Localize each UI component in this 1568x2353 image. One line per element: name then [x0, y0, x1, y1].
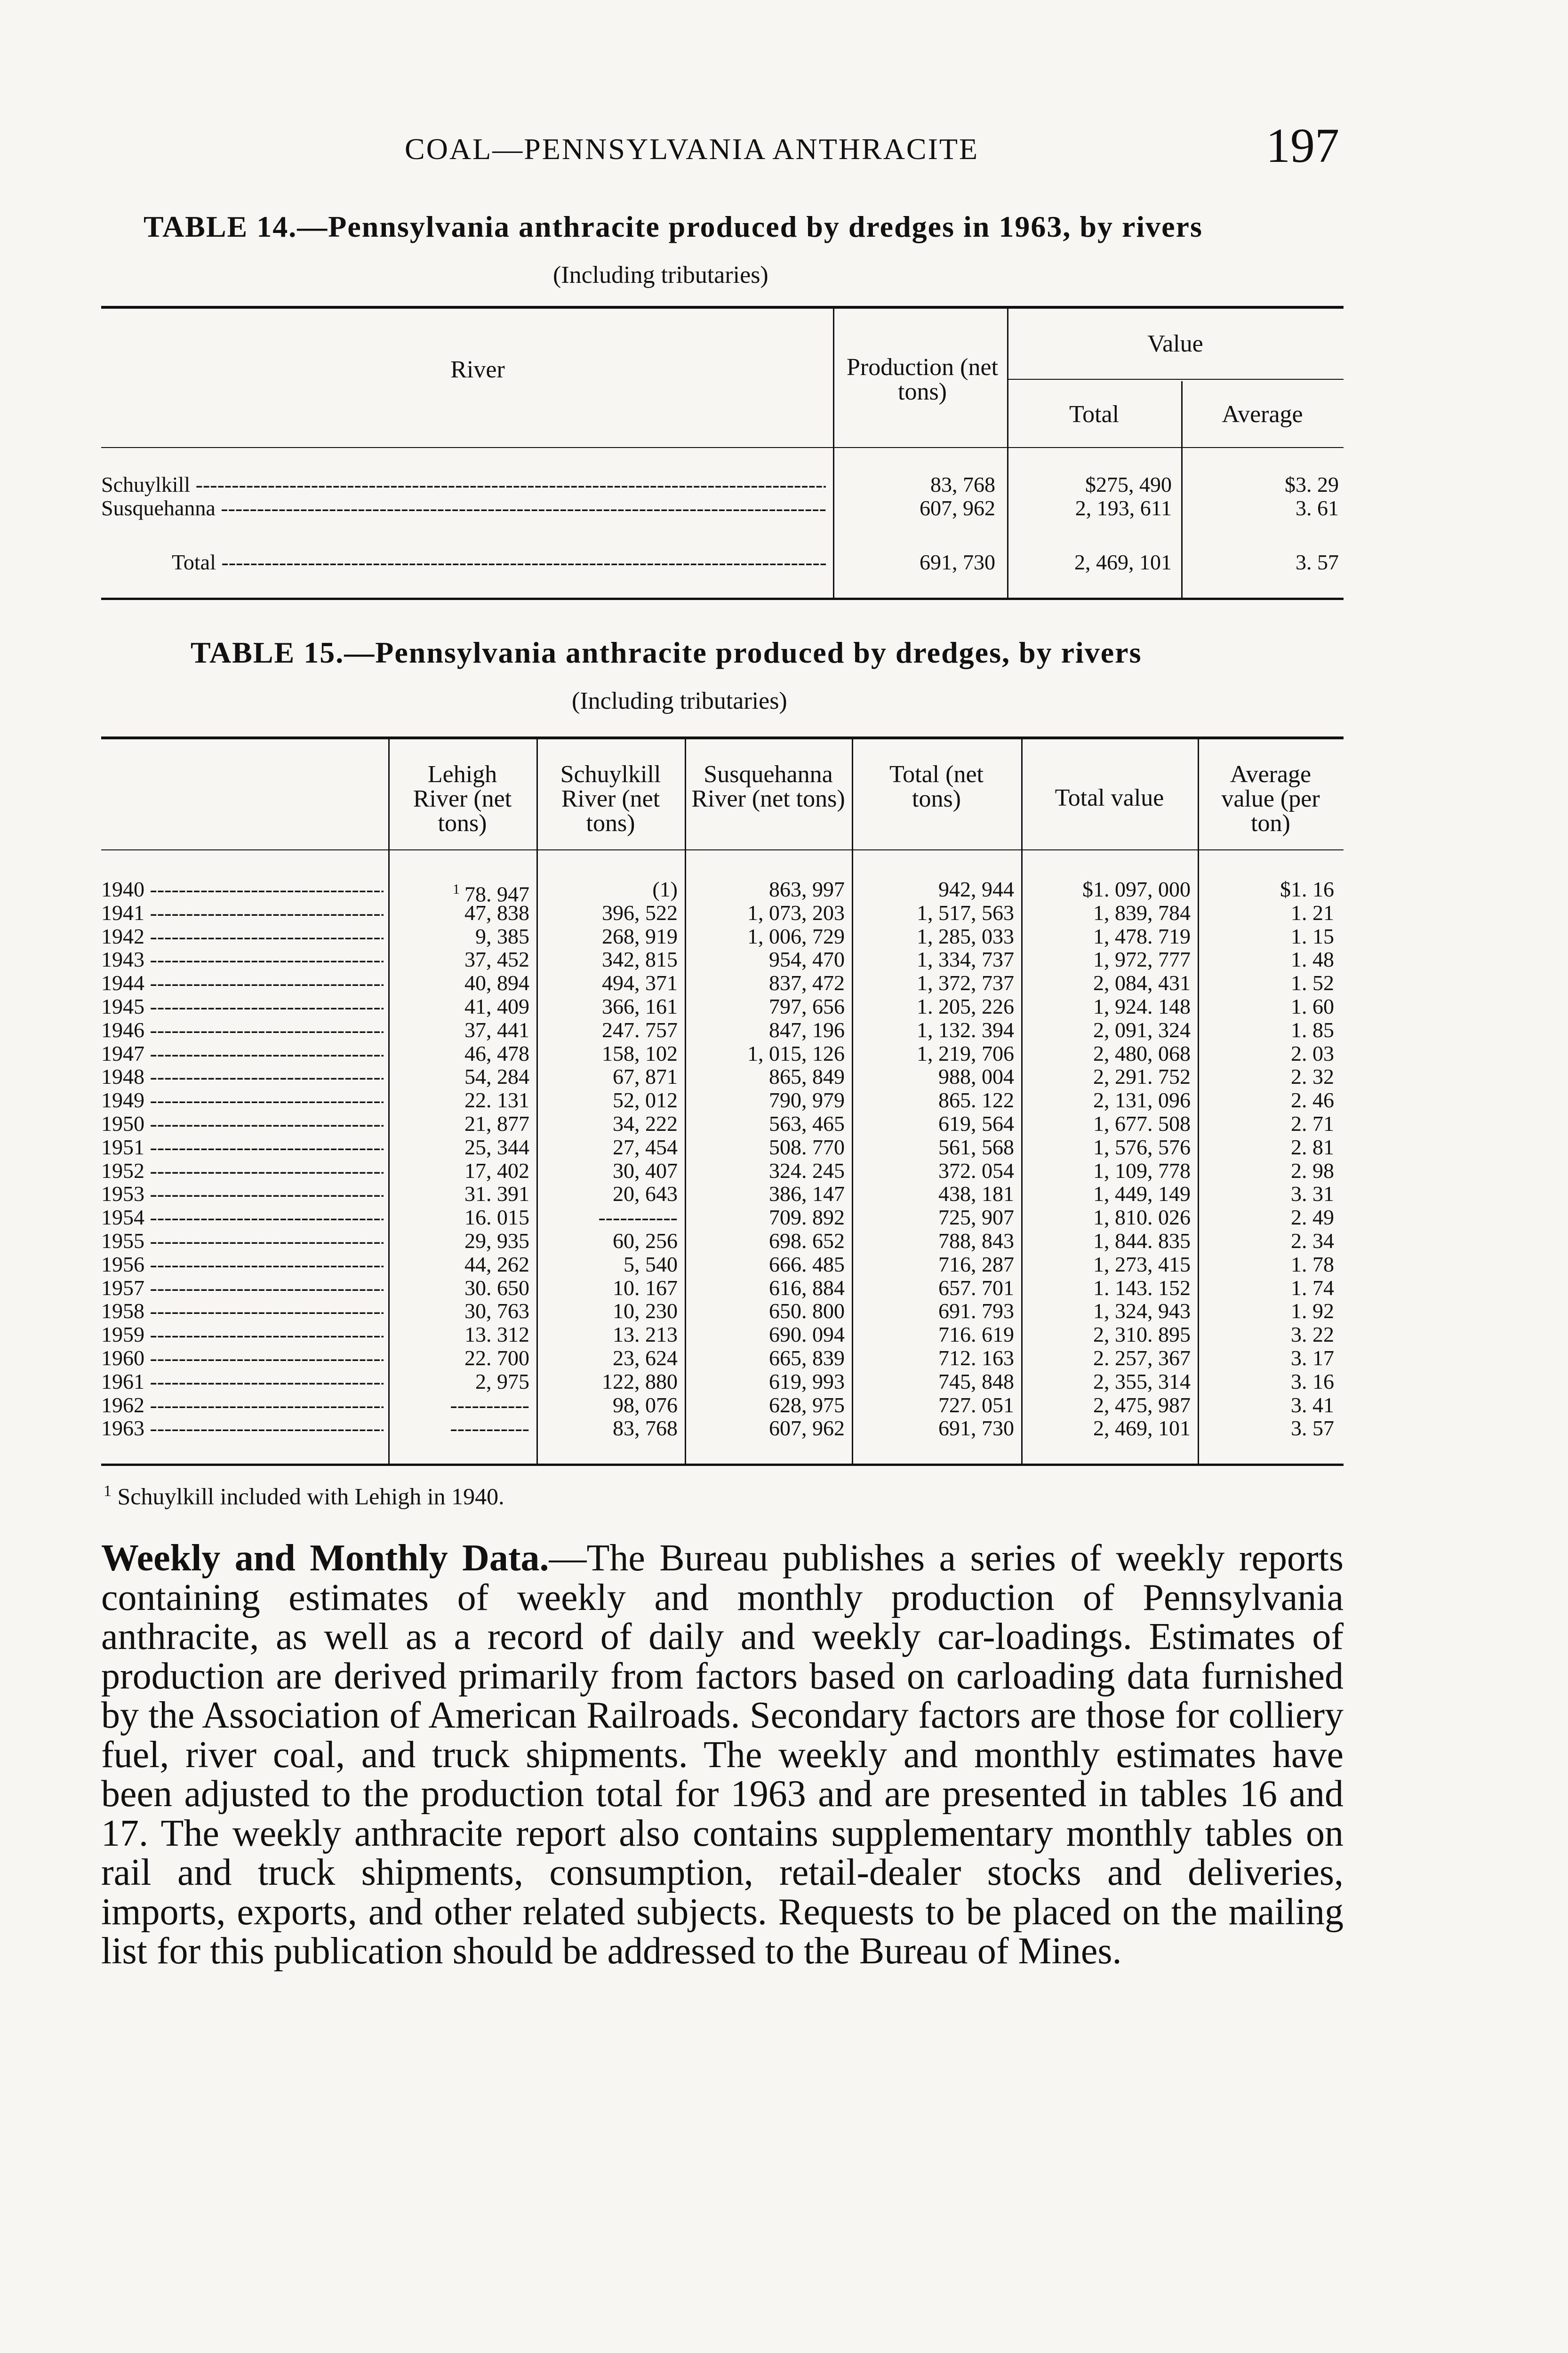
row-average: 3. 41	[1291, 1393, 1334, 1417]
row-total: 745, 848	[938, 1369, 1014, 1393]
header-value-average: Average	[1222, 401, 1303, 428]
row-total: 1, 219, 706	[917, 1041, 1014, 1065]
row-susquehanna: 954, 470	[769, 947, 845, 972]
row-year: 1955 -----	[101, 1229, 384, 1253]
row-total: 372. 054	[938, 1158, 1014, 1183]
row-total: 691. 793	[938, 1299, 1014, 1323]
row-year: 1946 -----	[101, 1018, 384, 1042]
row-lehigh: 41, 409	[464, 994, 529, 1018]
row-schuylkill: 158, 102	[602, 1041, 678, 1065]
row-susquehanna: 690. 094	[769, 1322, 845, 1347]
row-average: 1. 60	[1291, 994, 1334, 1018]
row-schuylkill: 52, 012	[613, 1088, 678, 1112]
row-schuylkill: 342, 815	[602, 947, 678, 972]
row-lehigh: 44, 262	[464, 1252, 529, 1276]
row-average: 2. 71	[1291, 1112, 1334, 1136]
row-river-name: Schuylkill -----	[101, 473, 826, 496]
row-schuylkill: 366, 161	[602, 994, 678, 1018]
total-row-production: 691, 730	[920, 550, 995, 574]
row-schuylkill: 60, 256	[613, 1229, 678, 1253]
row-year: 1940 -----	[101, 878, 384, 901]
row-susquehanna: 650. 800	[769, 1299, 845, 1323]
paragraph-text: —The Bureau publishes a series of weekly reports containing estimates of weekly and monthly production of Pennsylvania anthracite, as well as a record of daily and weekly car-loadings. Estimates of production are derived primarily from factors based on carloading data furnished by the Association of American Railroads. Secondary factors are those for colliery fuel, river coal, and truck shipments. The weekly and monthly estimates have been adjusted to the production total for 1963 and are presented in tables 16 and 17. The weekly anthracite report also contains supplementary monthly tables on rail and truck shipments, consumption, retail-dealer stocks and deliveries, imports, exports, and other related subjects. Requests to be placed on the mailing list for this publication should be addressed to the Bureau of Mines.	[101, 1537, 1344, 1972]
row-value: 2, 469, 101	[1093, 1416, 1191, 1441]
row-year: 1949 -----	[101, 1088, 384, 1112]
row-schuylkill: 83, 768	[613, 1416, 678, 1441]
row-schuylkill: 27, 454	[613, 1135, 678, 1159]
row-year: 1953 -----	[101, 1182, 384, 1206]
row-lehigh: 30. 650	[464, 1275, 529, 1300]
row-year: 1942 -----	[101, 925, 384, 948]
row-value: 2, 091, 324	[1093, 1017, 1191, 1042]
row-average: 3. 22	[1291, 1322, 1334, 1347]
row-value: 2, 480, 068	[1093, 1041, 1191, 1065]
header-total: Total (net tons)	[889, 761, 984, 812]
row-lehigh: 22. 131	[464, 1088, 529, 1112]
header-value: Value	[1147, 330, 1203, 357]
row-susquehanna: 698. 652	[769, 1229, 845, 1253]
row-average: 2. 34	[1291, 1229, 1334, 1253]
paragraph-lead: Weekly and Monthly Data.	[101, 1537, 549, 1579]
row-lehigh: 37, 441	[464, 1017, 529, 1042]
row-schuylkill: (1)	[652, 877, 678, 901]
row-total: 1, 285, 033	[917, 924, 1014, 948]
footnote-text: Schuylkill included with Lehigh in 1940.	[117, 1483, 504, 1510]
row-lehigh: 40, 894	[464, 971, 529, 995]
row-susquehanna: 1, 015, 126	[747, 1041, 845, 1065]
header-susquehanna: Susquehanna River (net tons)	[691, 761, 845, 812]
row-value: 1, 844. 835	[1093, 1229, 1191, 1253]
row-susquehanna: 797, 656	[769, 994, 845, 1018]
running-title: COAL—PENNSYLVANIA ANTHRACITE	[405, 132, 979, 166]
row-total: 691, 730	[938, 1416, 1014, 1441]
row-susquehanna: 628, 975	[769, 1393, 845, 1417]
row-lehigh: 37, 452	[464, 947, 529, 972]
row-schuylkill: 23, 624	[613, 1346, 678, 1370]
row-year: 1962 -----	[101, 1393, 384, 1417]
row-average: $1. 16	[1280, 877, 1334, 901]
row-value: 1, 810. 026	[1093, 1205, 1191, 1230]
table-15-subcaption: (Including tributaries)	[572, 688, 787, 714]
row-year: 1958 -----	[101, 1299, 384, 1323]
row-total: 438, 181	[938, 1182, 1014, 1206]
row-year: 1957 -----	[101, 1276, 384, 1300]
row-susquehanna: 508. 770	[769, 1135, 845, 1159]
row-total: 712. 163	[938, 1346, 1014, 1370]
row-total: 716, 287	[938, 1252, 1014, 1276]
row-susquehanna: 619, 993	[769, 1369, 845, 1393]
row-susquehanna: 563, 465	[769, 1112, 845, 1136]
row-total: 619, 564	[938, 1112, 1014, 1136]
row-average: 3. 17	[1291, 1346, 1334, 1370]
row-schuylkill: 247. 757	[602, 1017, 678, 1042]
row-average: 1. 21	[1291, 900, 1334, 925]
row-schuylkill: -----------	[598, 1205, 678, 1230]
row-year: 1943 -----	[101, 948, 384, 971]
row-susquehanna: 837, 472	[769, 971, 845, 995]
row-schuylkill: 34, 222	[613, 1112, 678, 1136]
row-year: 1944 -----	[101, 971, 384, 995]
row-total: 725, 907	[938, 1205, 1014, 1230]
footnote-ref: 1	[453, 881, 460, 897]
row-value: 1, 677. 508	[1093, 1112, 1191, 1136]
total-row-label: Total -----	[172, 551, 826, 574]
row-schuylkill: 20, 643	[613, 1182, 678, 1206]
row-average: 2. 49	[1291, 1205, 1334, 1230]
row-value-average: $3. 29	[1285, 472, 1339, 496]
row-year: 1960 -----	[101, 1346, 384, 1370]
row-total: 1. 205, 226	[917, 994, 1014, 1018]
row-year: 1941 -----	[101, 901, 384, 925]
row-schuylkill: 122, 880	[602, 1369, 678, 1393]
row-lehigh: 22. 700	[464, 1346, 529, 1370]
row-year: 1954 -----	[101, 1206, 384, 1229]
row-susquehanna: 1, 006, 729	[747, 924, 845, 948]
row-schuylkill: 98, 076	[613, 1393, 678, 1417]
row-lehigh: 31. 391	[464, 1182, 529, 1206]
row-year: 1959 -----	[101, 1323, 384, 1346]
row-year: 1945 -----	[101, 995, 384, 1018]
header-value-total: Total	[1069, 401, 1120, 428]
row-average: 2. 03	[1291, 1041, 1334, 1065]
row-total: 988, 004	[938, 1064, 1014, 1089]
row-year: 1956 -----	[101, 1253, 384, 1276]
row-lehigh: 46, 478	[464, 1041, 529, 1065]
footnote	[104, 1482, 504, 1510]
row-value: 1, 478. 719	[1093, 924, 1191, 948]
total-row-value: 2, 469, 101	[1074, 550, 1172, 574]
row-total: 942, 944	[938, 877, 1014, 901]
row-total: 716. 619	[938, 1322, 1014, 1347]
row-total: 1, 334, 737	[917, 947, 1014, 972]
row-value: 1, 972, 777	[1093, 947, 1191, 972]
row-average: 1. 48	[1291, 947, 1334, 972]
row-value: 2, 310. 895	[1093, 1322, 1191, 1347]
row-value: 1, 924. 148	[1093, 994, 1191, 1018]
row-value: 2, 475, 987	[1093, 1393, 1191, 1417]
row-average: 1. 15	[1291, 924, 1334, 948]
table-14-subcaption: (Including tributaries)	[553, 262, 768, 288]
row-value: 1, 109, 778	[1093, 1158, 1191, 1183]
row-year: 1952 -----	[101, 1159, 384, 1183]
row-susquehanna: 666. 485	[769, 1252, 845, 1276]
row-average: 1. 74	[1291, 1275, 1334, 1300]
row-lehigh: 17, 402	[464, 1158, 529, 1183]
row-lehigh-value: 78. 947	[464, 882, 529, 906]
row-year: 1961 -----	[101, 1370, 384, 1393]
row-average: 3. 16	[1291, 1369, 1334, 1393]
body-paragraph	[101, 1539, 1344, 1971]
row-susquehanna: 863, 997	[769, 877, 845, 901]
row-production: 83, 768	[930, 472, 995, 496]
row-susquehanna: 324. 245	[769, 1158, 845, 1183]
row-value: 1, 449, 149	[1093, 1182, 1191, 1206]
row-value-average: 3. 61	[1296, 496, 1339, 520]
header-average: Average value (per ton)	[1221, 761, 1320, 837]
row-average: 1. 85	[1291, 1017, 1334, 1042]
row-total: 1, 132. 394	[917, 1017, 1014, 1042]
row-value: 1. 143. 152	[1093, 1275, 1191, 1300]
row-value: 2, 084, 431	[1093, 971, 1191, 995]
row-lehigh: 30, 763	[464, 1299, 529, 1323]
row-production: 607, 962	[920, 496, 995, 520]
row-lehigh: 13. 312	[464, 1322, 529, 1347]
row-average: 1. 78	[1291, 1252, 1334, 1276]
row-value: $1. 097, 000	[1082, 877, 1191, 901]
row-susquehanna: 790, 979	[769, 1088, 845, 1112]
footnote-mark: 1	[104, 1482, 112, 1500]
row-year: 1950 -----	[101, 1112, 384, 1136]
row-average: 2. 98	[1291, 1158, 1334, 1183]
row-river-name: Susquehanna -----	[101, 496, 826, 520]
header-total-value: Total value	[1055, 784, 1164, 811]
row-lehigh: -----------	[450, 1393, 529, 1417]
row-average: 1. 92	[1291, 1299, 1334, 1323]
row-susquehanna: 865, 849	[769, 1064, 845, 1089]
row-schuylkill: 67, 871	[613, 1064, 678, 1089]
row-year: 1963 -----	[101, 1417, 384, 1440]
row-value: 1, 839, 784	[1093, 900, 1191, 925]
row-value: 1, 576, 576	[1093, 1135, 1191, 1159]
row-lehigh: 2, 975	[475, 1369, 529, 1393]
row-lehigh: 21, 877	[464, 1112, 529, 1136]
header-schuylkill: Schuylkill River (net tons)	[560, 761, 661, 837]
row-year: 1948 -----	[101, 1065, 384, 1088]
row-total: 1, 517, 563	[917, 900, 1014, 925]
row-average: 3. 31	[1291, 1182, 1334, 1206]
row-lehigh: 16. 015	[464, 1205, 529, 1230]
row-value-total: $275, 490	[1085, 472, 1172, 496]
row-schuylkill: 30, 407	[613, 1158, 678, 1183]
row-susquehanna: 386, 147	[769, 1182, 845, 1206]
row-value: 2. 257, 367	[1093, 1346, 1191, 1370]
row-average: 2. 81	[1291, 1135, 1334, 1159]
total-row-average: 3. 57	[1296, 550, 1339, 574]
row-schuylkill: 268, 919	[602, 924, 678, 948]
running-head	[0, 118, 1568, 184]
header-lehigh: Lehigh River (net tons)	[413, 761, 512, 837]
row-lehigh: -----------	[450, 1416, 529, 1441]
table-15-caption: TABLE 15.—Pennsylvania anthracite produced by dredges, by rivers	[191, 636, 1142, 669]
row-schuylkill: 10, 230	[613, 1299, 678, 1323]
row-schuylkill: 396, 522	[602, 900, 678, 925]
row-year: 1947 -----	[101, 1042, 384, 1065]
row-value: 1, 273, 415	[1093, 1252, 1191, 1276]
row-susquehanna: 847, 196	[769, 1017, 845, 1042]
row-value: 2, 355, 314	[1093, 1369, 1191, 1393]
row-total: 788, 843	[938, 1229, 1014, 1253]
row-value: 2, 291. 752	[1093, 1064, 1191, 1089]
row-susquehanna: 616, 884	[769, 1275, 845, 1300]
row-value: 1, 324, 943	[1093, 1299, 1191, 1323]
row-total: 865. 122	[938, 1088, 1014, 1112]
row-lehigh: 9, 385	[475, 924, 529, 948]
page-number: 197	[1266, 119, 1339, 173]
row-lehigh: 25, 344	[464, 1135, 529, 1159]
table-14-caption: TABLE 14.—Pennsylvania anthracite produced by dredges in 1963, by rivers	[144, 210, 1203, 243]
row-average: 2. 32	[1291, 1064, 1334, 1089]
row-average: 3. 57	[1291, 1416, 1334, 1441]
row-lehigh: 29, 935	[464, 1229, 529, 1253]
row-total: 1, 372, 737	[917, 971, 1014, 995]
row-schuylkill: 5, 540	[624, 1252, 678, 1276]
row-total: 727. 051	[938, 1393, 1014, 1417]
row-schuylkill: 10. 167	[613, 1275, 678, 1300]
row-total: 657. 701	[938, 1275, 1014, 1300]
row-year: 1951 -----	[101, 1136, 384, 1159]
row-average: 2. 46	[1291, 1088, 1334, 1112]
header-production: Production (net tons)	[846, 354, 999, 405]
row-susquehanna: 665, 839	[769, 1346, 845, 1370]
row-lehigh: 54, 284	[464, 1064, 529, 1089]
row-lehigh: 47, 838	[464, 900, 529, 925]
row-susquehanna: 607, 962	[769, 1416, 845, 1441]
row-total: 561, 568	[938, 1135, 1014, 1159]
row-value: 2, 131, 096	[1093, 1088, 1191, 1112]
row-schuylkill: 13. 213	[613, 1322, 678, 1347]
row-average: 1. 52	[1291, 971, 1334, 995]
header-river: River	[450, 356, 505, 383]
row-susquehanna: 1, 073, 203	[747, 900, 845, 925]
row-schuylkill: 494, 371	[602, 971, 678, 995]
row-value-total: 2, 193, 611	[1075, 496, 1172, 520]
row-susquehanna: 709. 892	[769, 1205, 845, 1230]
